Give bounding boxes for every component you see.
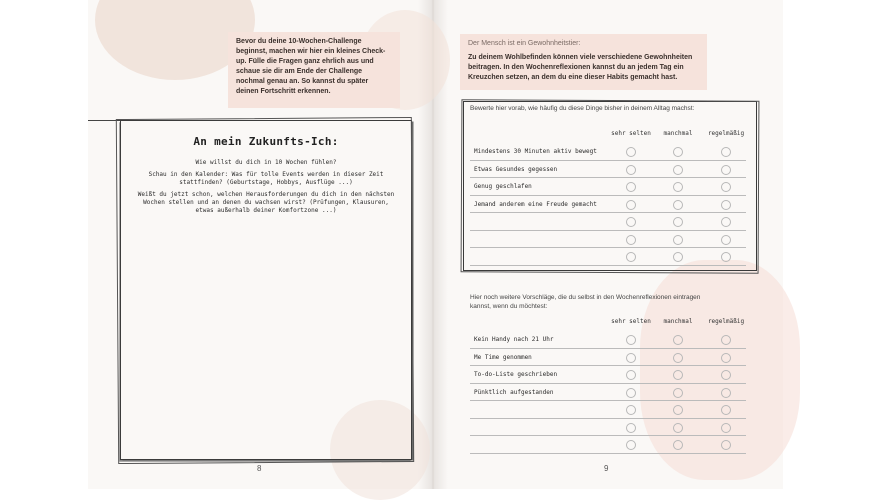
col-head-sometimes: manchmal bbox=[663, 130, 693, 137]
rarely-checkbox[interactable] bbox=[626, 165, 636, 175]
rarely-checkbox[interactable] bbox=[626, 388, 636, 398]
col-head-sometimes: manchmal bbox=[663, 318, 693, 325]
regularly-checkbox[interactable] bbox=[721, 200, 731, 210]
sometimes-checkbox[interactable] bbox=[673, 200, 683, 210]
regularly-checkbox[interactable] bbox=[721, 440, 731, 450]
table1-intro: Bewerte hier vorab, wie häufig du diese Dinge bisher in deinem Alltag machst: bbox=[470, 105, 695, 112]
regularly-checkbox[interactable] bbox=[721, 388, 731, 398]
sometimes-checkbox[interactable] bbox=[673, 423, 683, 433]
page-number-right: 9 bbox=[604, 464, 609, 473]
sometimes-checkbox[interactable] bbox=[673, 217, 683, 227]
table-row bbox=[470, 213, 746, 231]
sometimes-checkbox[interactable] bbox=[673, 405, 683, 415]
table-row bbox=[470, 161, 746, 179]
habit-label: Me Time genommen bbox=[474, 353, 532, 361]
table-row bbox=[470, 366, 746, 384]
sometimes-checkbox[interactable] bbox=[673, 370, 683, 380]
habit-label: Mindestens 30 Minuten aktiv bewegt bbox=[474, 148, 597, 155]
rarely-checkbox[interactable] bbox=[626, 182, 636, 192]
question-events: Schau in den Kalender: Was für tolle Events werden in dieser Zeit stattfinden? (Geburtstage, Hobbys, Ausflüge ...) bbox=[148, 171, 384, 186]
rarely-checkbox[interactable] bbox=[626, 217, 636, 227]
sometimes-checkbox[interactable] bbox=[673, 147, 683, 157]
table-row bbox=[470, 248, 746, 266]
table-row bbox=[470, 196, 746, 214]
sometimes-checkbox[interactable] bbox=[673, 235, 683, 245]
regularly-checkbox[interactable] bbox=[721, 405, 731, 415]
regularly-checkbox[interactable] bbox=[721, 217, 731, 227]
regularly-checkbox[interactable] bbox=[721, 147, 731, 157]
rarely-checkbox[interactable] bbox=[626, 405, 636, 415]
future-self-box bbox=[120, 120, 412, 460]
habit-label: Pünktlich aufgestanden bbox=[474, 388, 554, 396]
rarely-checkbox[interactable] bbox=[626, 200, 636, 210]
regularly-checkbox[interactable] bbox=[721, 423, 731, 433]
regularly-checkbox[interactable] bbox=[721, 182, 731, 192]
rarely-checkbox[interactable] bbox=[626, 423, 636, 433]
regularly-checkbox[interactable] bbox=[721, 235, 731, 245]
regularly-checkbox[interactable] bbox=[721, 370, 731, 380]
habit-label: Etwas Gesundes gegessen bbox=[474, 165, 558, 173]
col-head-regularly: regelmäßig bbox=[707, 130, 745, 137]
table-row bbox=[470, 231, 746, 249]
page-number-left: 8 bbox=[257, 464, 262, 473]
table-row bbox=[470, 401, 746, 419]
table-row bbox=[470, 178, 746, 196]
intro-note: Bevor du deine 10-Wochen-Challenge beginnst, machen wir hier ein kleines Check-up. Fülle die Fragen ganz ehrlich aus und schaue sie dir am Ende der Challenge nochmal genau an. So kannst du später deinen Fortschritt erkennen. bbox=[228, 32, 400, 108]
col-head-regularly: regelmäßig bbox=[707, 318, 745, 325]
regularly-checkbox[interactable] bbox=[721, 165, 731, 175]
rarely-checkbox[interactable] bbox=[626, 252, 636, 262]
sometimes-checkbox[interactable] bbox=[673, 440, 683, 450]
sometimes-checkbox[interactable] bbox=[673, 182, 683, 192]
table2-intro: Hier noch weitere Vorschläge, die du selbst in den Wochenreflexionen eintragen kannst, wenn du möchtest: bbox=[470, 294, 701, 310]
rarely-checkbox[interactable] bbox=[626, 235, 636, 245]
future-self-title: An mein Zukunfts-Ich: bbox=[193, 135, 339, 148]
sometimes-checkbox[interactable] bbox=[673, 165, 683, 175]
habit-label: Jemand anderem eine Freude gemacht bbox=[474, 200, 597, 208]
sometimes-checkbox[interactable] bbox=[673, 252, 683, 262]
regularly-checkbox[interactable] bbox=[721, 335, 731, 345]
rarely-checkbox[interactable] bbox=[626, 147, 636, 157]
habit-label: Kein Handy nach 21 Uhr bbox=[474, 336, 554, 343]
regularly-checkbox[interactable] bbox=[721, 353, 731, 363]
question-challenges: Weißt du jetzt schon, welchen Herausforderungen du dich in den nächsten Wochen stellen und an denen du wachsen wirst? (Prüfungen, Klausuren, etwas außerhalb deiner Komfortzone ...) bbox=[137, 191, 395, 214]
habit-label: To-do-Liste geschrieben bbox=[474, 371, 558, 378]
habit-note-text: Zu deinem Wohlbefinden können viele verschiedene Gewohnheiten beitragen. In den Wochenreflexionen kannst du an jedem Tag ein Kreuzchen setzen, an dem du eine dieser Habits gemacht hast. bbox=[468, 54, 693, 81]
sometimes-checkbox[interactable] bbox=[673, 353, 683, 363]
rarely-checkbox[interactable] bbox=[626, 353, 636, 363]
regularly-checkbox[interactable] bbox=[721, 252, 731, 262]
table-row bbox=[470, 349, 746, 367]
table-row bbox=[470, 143, 746, 161]
rarely-checkbox[interactable] bbox=[626, 440, 636, 450]
habit-label: Genug geschlafen bbox=[474, 183, 532, 190]
habit-note bbox=[460, 34, 707, 90]
table-row bbox=[470, 419, 746, 437]
table-row bbox=[470, 331, 746, 349]
question-feeling: Wie willst du dich in 10 Wochen fühlen? bbox=[195, 159, 337, 166]
sometimes-checkbox[interactable] bbox=[673, 388, 683, 398]
sometimes-checkbox[interactable] bbox=[673, 335, 683, 345]
table-row bbox=[470, 384, 746, 402]
table-row bbox=[470, 436, 746, 454]
col-head-rarely: sehr selten bbox=[611, 318, 651, 325]
rarely-checkbox[interactable] bbox=[626, 370, 636, 380]
col-head-rarely: sehr selten bbox=[611, 130, 651, 137]
rarely-checkbox[interactable] bbox=[626, 335, 636, 345]
habit-note-label: Der Mensch ist ein Gewohnheitstier: bbox=[468, 40, 581, 47]
